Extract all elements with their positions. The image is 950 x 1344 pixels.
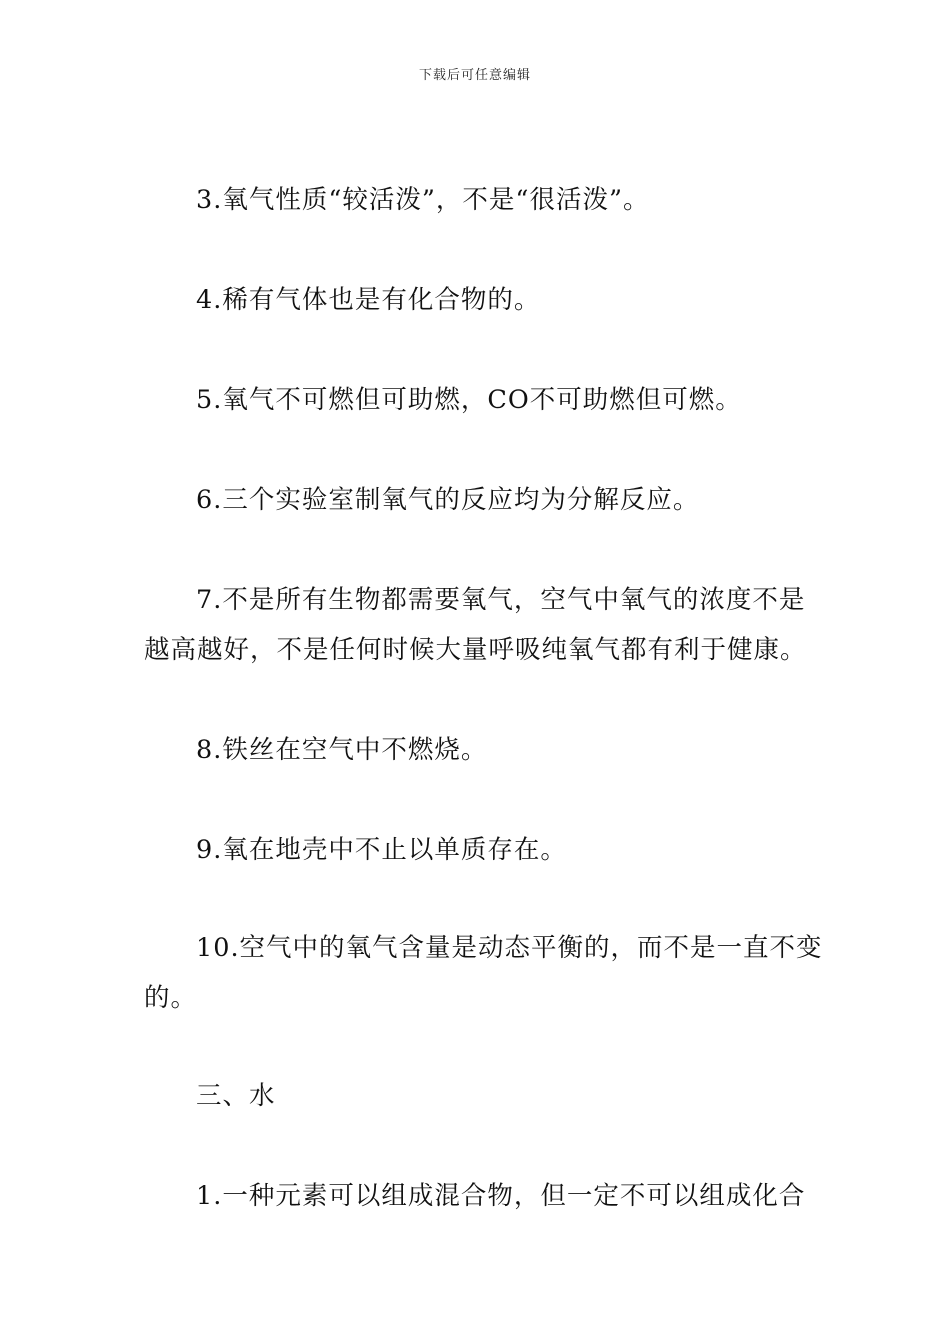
- item-8-iron-wire: 8.铁丝在空气中不燃烧。: [196, 735, 488, 765]
- page-header: 下载后可任意编辑: [418, 68, 531, 83]
- item-10-line-2: 的。: [144, 983, 198, 1013]
- item-7-line-2: 越高越好，不是任何时候大量呼吸纯氧气都有利于健康。: [144, 635, 807, 665]
- section-heading-water: 三、水: [196, 1081, 276, 1111]
- item-3-oxygen-properties: 3.氧气性质“较活泼”，不是“很活泼”。: [196, 185, 650, 215]
- item-6-decomposition: 6.三个实验室制氧气的反应均为分解反应。: [196, 485, 700, 515]
- item-7-line-1: 7.不是所有生物都需要氧气，空气中氧气的浓度不是: [196, 585, 806, 615]
- water-item-1-line-1: 1.一种元素可以组成混合物，但一定不可以组成化合: [196, 1181, 806, 1211]
- item-4-noble-gases: 4.稀有气体也是有化合物的。: [196, 285, 541, 315]
- item-10-line-1: 10.空气中的氧气含量是动态平衡的，而不是一直不变: [196, 933, 823, 963]
- item-9-oxygen-crust: 9.氧在地壳中不止以单质存在。: [196, 835, 567, 865]
- item-5-combustion: 5.氧气不可燃但可助燃，CO不可助燃但可燃。: [196, 385, 742, 415]
